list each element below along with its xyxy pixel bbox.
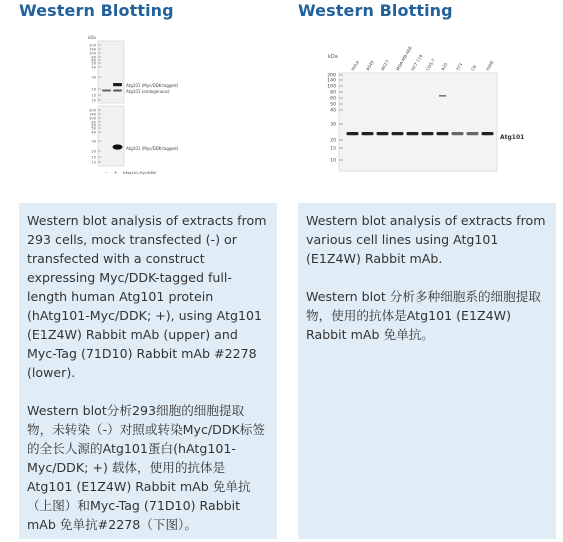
left-band-endogenous-plus xyxy=(113,90,122,92)
left-upper-marker-label: 60 xyxy=(91,58,96,63)
left-lower-marker-label: 50 xyxy=(91,126,96,131)
right-marker-label: 200 xyxy=(327,73,336,79)
left-lower-marker-label: 30 xyxy=(91,139,96,144)
right-blot-image xyxy=(312,44,532,174)
left-upper-marker-label: 15 xyxy=(91,93,96,98)
right-band xyxy=(452,132,464,135)
right-marker-label: 40 xyxy=(330,108,336,114)
left-upper-marker-label: 200 xyxy=(89,43,96,48)
right-heading: Western Blotting xyxy=(298,1,453,20)
left-lane-sign-plus: + xyxy=(114,170,118,175)
right-band xyxy=(377,132,389,135)
right-marker-label: 140 xyxy=(327,78,336,84)
left-lane-caption: hAtg101-Myc/DDK xyxy=(123,171,156,175)
left-description-cn: Western blot分析293细胞的细胞提取物，未转染（-）对照或转染Myc/DDK标签的全长人源的Atg101蛋白(hAtg101-Myc/DDK; +) 载体，使用的抗体是Atg101 (E1Z4W) Rabbit mAb 免单抗（上图）和Myc-Tag (71D10) Rabbit mAb 免单抗#2278（下图）。 xyxy=(27,403,265,532)
right-kda-label: kDa xyxy=(328,54,338,60)
right-lane-label: HCT 116 xyxy=(410,53,424,72)
left-upper-marker-label: 80 xyxy=(91,55,96,60)
left-lower-marker-label: 100 xyxy=(89,116,96,121)
right-lane-label: H4IIE xyxy=(485,59,495,72)
right-description-en: Western blot analysis of extracts from various cell lines using Atg101 (E1Z4W) Rabbit mAb. xyxy=(306,213,546,266)
right-lane-label: A20 xyxy=(440,61,449,72)
right-extra-band xyxy=(439,95,446,97)
left-upper-marker-label: 20 xyxy=(91,87,96,92)
left-lower-marker-label: 140 xyxy=(89,112,96,117)
right-marker-label: 50 xyxy=(330,102,336,108)
right-lane-label: COS-7 xyxy=(425,57,436,72)
left-heading: Western Blotting xyxy=(19,1,174,20)
right-description-cn: Western blot 分析多种细胞系的细胞提取物，使用的抗体是Atg101 (E1Z4W) Rabbit mAb 免单抗。 xyxy=(306,289,541,342)
right-band xyxy=(392,132,404,135)
left-lower-marker-label: 15 xyxy=(91,155,96,160)
left-upper-marker-label: 140 xyxy=(89,47,96,52)
left-upper-marker-label: 10 xyxy=(91,98,96,103)
right-band xyxy=(437,132,449,135)
right-band xyxy=(467,132,479,135)
left-description-en: Western blot analysis of extracts from 293 cells, mock transfected (-) or transfected with a construct expressing Myc/DDK-tagged full-length human Atg101 protein (hAtg101-Myc/DDK; +), using Atg101 (E1Z4W) Rabbit mAb (upper) and Myc-Tag (71D10) Rabbit mAb #2278 (lower). xyxy=(27,213,267,380)
right-lane-label: 3T3 xyxy=(455,62,464,72)
left-lower-marker-label: 60 xyxy=(91,123,96,128)
right-marker-label: 20 xyxy=(330,138,336,144)
right-marker-label: 10 xyxy=(330,158,336,164)
left-blot-image xyxy=(83,33,233,178)
right-band xyxy=(362,132,374,135)
right-marker-label: 80 xyxy=(330,90,336,96)
right-marker-label: 30 xyxy=(330,122,336,128)
right-marker-label: 100 xyxy=(327,84,336,90)
left-lower-marker-label: 10 xyxy=(91,160,96,165)
left-upper-marker-label: 40 xyxy=(91,65,96,70)
left-text-block xyxy=(19,203,277,539)
left-band-label-endogenous: Atg101 (endogenous) xyxy=(126,89,170,94)
left-lower-marker-label: 40 xyxy=(91,130,96,135)
left-kda-label: kDa xyxy=(88,35,96,40)
right-band-label: Atg101 xyxy=(500,134,525,141)
right-lane-label: C6 xyxy=(470,64,478,72)
left-band-label-lower: Atg101 (Myc/DDK-tagged) xyxy=(126,146,179,151)
left-band-lower xyxy=(113,144,123,149)
right-band xyxy=(422,132,434,135)
left-band-tagged xyxy=(113,83,122,86)
right-text-block xyxy=(298,203,556,539)
right-lane-label: MDA-MB-468 xyxy=(395,45,413,72)
left-lower-marker-label: 80 xyxy=(91,120,96,125)
left-band-label-tagged: Atg101 (Myc/DDK-tagged) xyxy=(126,83,179,88)
left-upper-marker-label: 30 xyxy=(91,75,96,80)
right-lane-label: MCF7 xyxy=(380,58,391,72)
left-lane-sign-minus: – xyxy=(105,170,107,175)
right-band xyxy=(482,132,494,135)
right-band xyxy=(407,132,419,135)
left-upper-marker-label: 50 xyxy=(91,61,96,66)
left-band-endogenous-minus xyxy=(102,90,111,92)
left-lower-marker-label: 20 xyxy=(91,149,96,154)
right-marker-label: 60 xyxy=(330,96,336,102)
right-band xyxy=(347,132,359,135)
right-lane-label: A549 xyxy=(365,59,375,72)
left-lower-marker-label: 200 xyxy=(89,108,96,113)
right-lane-label: HeLa xyxy=(350,59,360,72)
right-marker-label: 15 xyxy=(330,146,336,152)
left-upper-marker-label: 100 xyxy=(89,51,96,56)
